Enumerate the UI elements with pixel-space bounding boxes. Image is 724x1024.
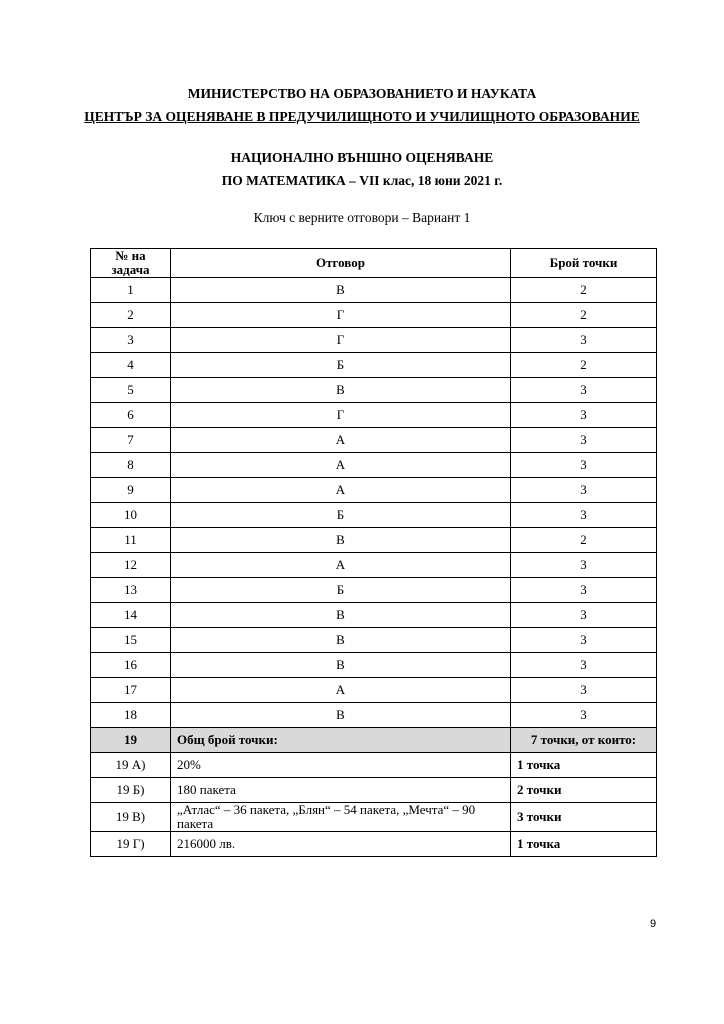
task-number: 1 — [91, 278, 171, 303]
points-cell: 3 — [511, 603, 657, 628]
answer-cell: Г — [171, 403, 511, 428]
answer-cell: В — [171, 278, 511, 303]
points-cell: 1 точка — [511, 753, 657, 778]
task-number: 19 Б) — [91, 778, 171, 803]
answer-cell: 20% — [171, 753, 511, 778]
task-number: 19 В) — [91, 803, 171, 832]
column-header-task — [91, 249, 171, 278]
table-row — [91, 653, 657, 678]
table-row — [91, 753, 657, 778]
task-number: 14 — [91, 603, 171, 628]
points-cell: 3 точки — [511, 803, 657, 832]
answer-cell: Г — [171, 303, 511, 328]
points-cell: 3 — [511, 403, 657, 428]
task-number: 9 — [91, 478, 171, 503]
column-header-points: Брой точки — [511, 249, 657, 278]
task-number: 19 — [91, 728, 171, 753]
column-header-task-line2: задача — [111, 262, 150, 277]
task-number: 7 — [91, 428, 171, 453]
points-cell: 3 — [511, 653, 657, 678]
answer-cell: А — [171, 678, 511, 703]
table-row — [91, 403, 657, 428]
column-header-answer: Отговор — [171, 249, 511, 278]
table-row — [91, 378, 657, 403]
answer-cell: В — [171, 528, 511, 553]
table-row — [91, 353, 657, 378]
answer-cell: Б — [171, 503, 511, 528]
answer-cell: Б — [171, 353, 511, 378]
table-row — [91, 778, 657, 803]
task-19-summary-row — [91, 728, 657, 753]
answer-cell: В — [171, 378, 511, 403]
page-number: 9 — [650, 918, 657, 930]
ministry-heading: МИНИСТЕРСТВО НА ОБРАЗОВАНИЕТО И НАУКАТА — [187, 86, 537, 101]
task-number: 13 — [91, 578, 171, 603]
points-cell: 2 — [511, 528, 657, 553]
table-row — [91, 428, 657, 453]
table-row — [91, 328, 657, 353]
table-row — [91, 528, 657, 553]
table-row — [91, 553, 657, 578]
task-number: 8 — [91, 453, 171, 478]
answer-cell: В — [171, 603, 511, 628]
task-number: 17 — [91, 678, 171, 703]
task-number: 11 — [91, 528, 171, 553]
answer-cell: А — [171, 553, 511, 578]
answer-rows — [91, 278, 657, 857]
table-row — [91, 603, 657, 628]
points-cell: 3 — [511, 628, 657, 653]
answer-cell: Общ брой точки: — [171, 728, 511, 753]
points-cell: 3 — [511, 428, 657, 453]
task-number: 19 А) — [91, 753, 171, 778]
points-cell: 2 — [511, 278, 657, 303]
answer-key-subtitle: Ключ с верните отговори – Вариант 1 — [253, 210, 471, 225]
points-cell: 2 — [511, 303, 657, 328]
points-cell: 2 — [511, 353, 657, 378]
table-row — [91, 303, 657, 328]
table-row — [91, 478, 657, 503]
answer-key-table — [90, 248, 657, 857]
center-heading: ЦЕНТЪР ЗА ОЦЕНЯВАНЕ В ПРЕДУЧИЛИЩНОТО И УЧИЛИЩНОТО ОБРАЗОВАНИЕ — [84, 109, 640, 124]
exam-title-line1: НАЦИОНАЛНО ВЪНШНО ОЦЕНЯВАНЕ — [230, 150, 494, 165]
answer-cell: В — [171, 628, 511, 653]
table-row — [91, 832, 657, 857]
answer-cell: 180 пакета — [171, 778, 511, 803]
answer-cell: А — [171, 478, 511, 503]
table-row — [91, 278, 657, 303]
task-number: 15 — [91, 628, 171, 653]
points-cell: 3 — [511, 678, 657, 703]
table-row — [91, 453, 657, 478]
points-cell: 3 — [511, 378, 657, 403]
table-row — [91, 803, 657, 832]
task-number: 12 — [91, 553, 171, 578]
points-cell: 3 — [511, 503, 657, 528]
task-number: 2 — [91, 303, 171, 328]
points-cell: 2 точки — [511, 778, 657, 803]
points-cell: 3 — [511, 703, 657, 728]
answer-cell: А — [171, 453, 511, 478]
column-header-task-line1: № на — [115, 248, 146, 263]
points-cell: 3 — [511, 478, 657, 503]
answer-cell: Б — [171, 578, 511, 603]
points-cell: 7 точки, от които: — [511, 728, 657, 753]
points-cell: 3 — [511, 553, 657, 578]
answer-cell: „Атлас“ – 36 пакета, „Блян“ – 54 пакета, „Мечта“ – 90 пакета — [171, 803, 511, 832]
answer-cell: В — [171, 703, 511, 728]
table-row — [91, 628, 657, 653]
answer-cell: Г — [171, 328, 511, 353]
task-number: 4 — [91, 353, 171, 378]
task-number: 3 — [91, 328, 171, 353]
answer-cell: В — [171, 653, 511, 678]
points-cell: 1 точка — [511, 832, 657, 857]
table-header-row — [91, 249, 657, 278]
points-cell: 3 — [511, 578, 657, 603]
task-number: 18 — [91, 703, 171, 728]
task-number: 16 — [91, 653, 171, 678]
task-number: 19 Г) — [91, 832, 171, 857]
table-row — [91, 703, 657, 728]
task-number: 6 — [91, 403, 171, 428]
exam-title-line2: ПО МАТЕМАТИКА – VII клас, 18 юни 2021 г. — [221, 173, 503, 188]
table-row — [91, 503, 657, 528]
answer-cell: А — [171, 428, 511, 453]
points-cell: 3 — [511, 453, 657, 478]
table-row — [91, 578, 657, 603]
answer-cell: 216000 лв. — [171, 832, 511, 857]
task-number: 10 — [91, 503, 171, 528]
points-cell: 3 — [511, 328, 657, 353]
table-row — [91, 678, 657, 703]
task-number: 5 — [91, 378, 171, 403]
